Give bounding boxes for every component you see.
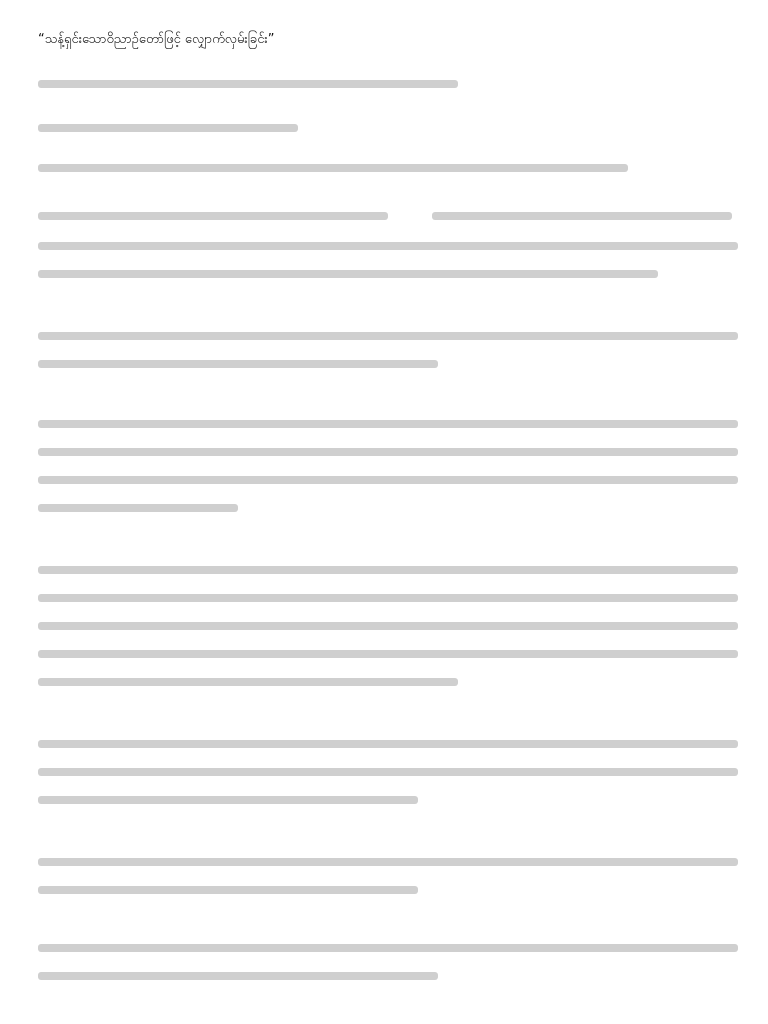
body-text-line [38, 740, 738, 748]
body-text-line [38, 448, 738, 456]
body-text-line [38, 944, 738, 952]
body-text-line [38, 360, 438, 368]
body-text-line [38, 420, 738, 428]
body-text-line [38, 650, 738, 658]
body-text-line [38, 886, 418, 894]
body-text-line [38, 768, 738, 776]
body-text-line [38, 212, 388, 220]
body-text-line [38, 972, 438, 980]
body-text-line [38, 504, 238, 512]
document-title: “သန့်ရှင်းသောဝိညာဉ်တော်ဖြင့် လျှောက်လှမ်းခြင်း” [38, 32, 275, 47]
body-text-line [38, 796, 418, 804]
body-text-line [38, 332, 738, 340]
body-text-line [38, 858, 738, 866]
body-text-line [38, 80, 458, 88]
body-text-line [432, 212, 732, 220]
body-text-line [38, 124, 298, 132]
body-text-line [38, 678, 458, 686]
body-text-line [38, 566, 738, 574]
body-text-line [38, 270, 658, 278]
body-text-line [38, 622, 738, 630]
body-text-line [38, 594, 738, 602]
body-text-line [38, 242, 738, 250]
body-text-line [38, 164, 628, 172]
body-text-line [38, 476, 738, 484]
